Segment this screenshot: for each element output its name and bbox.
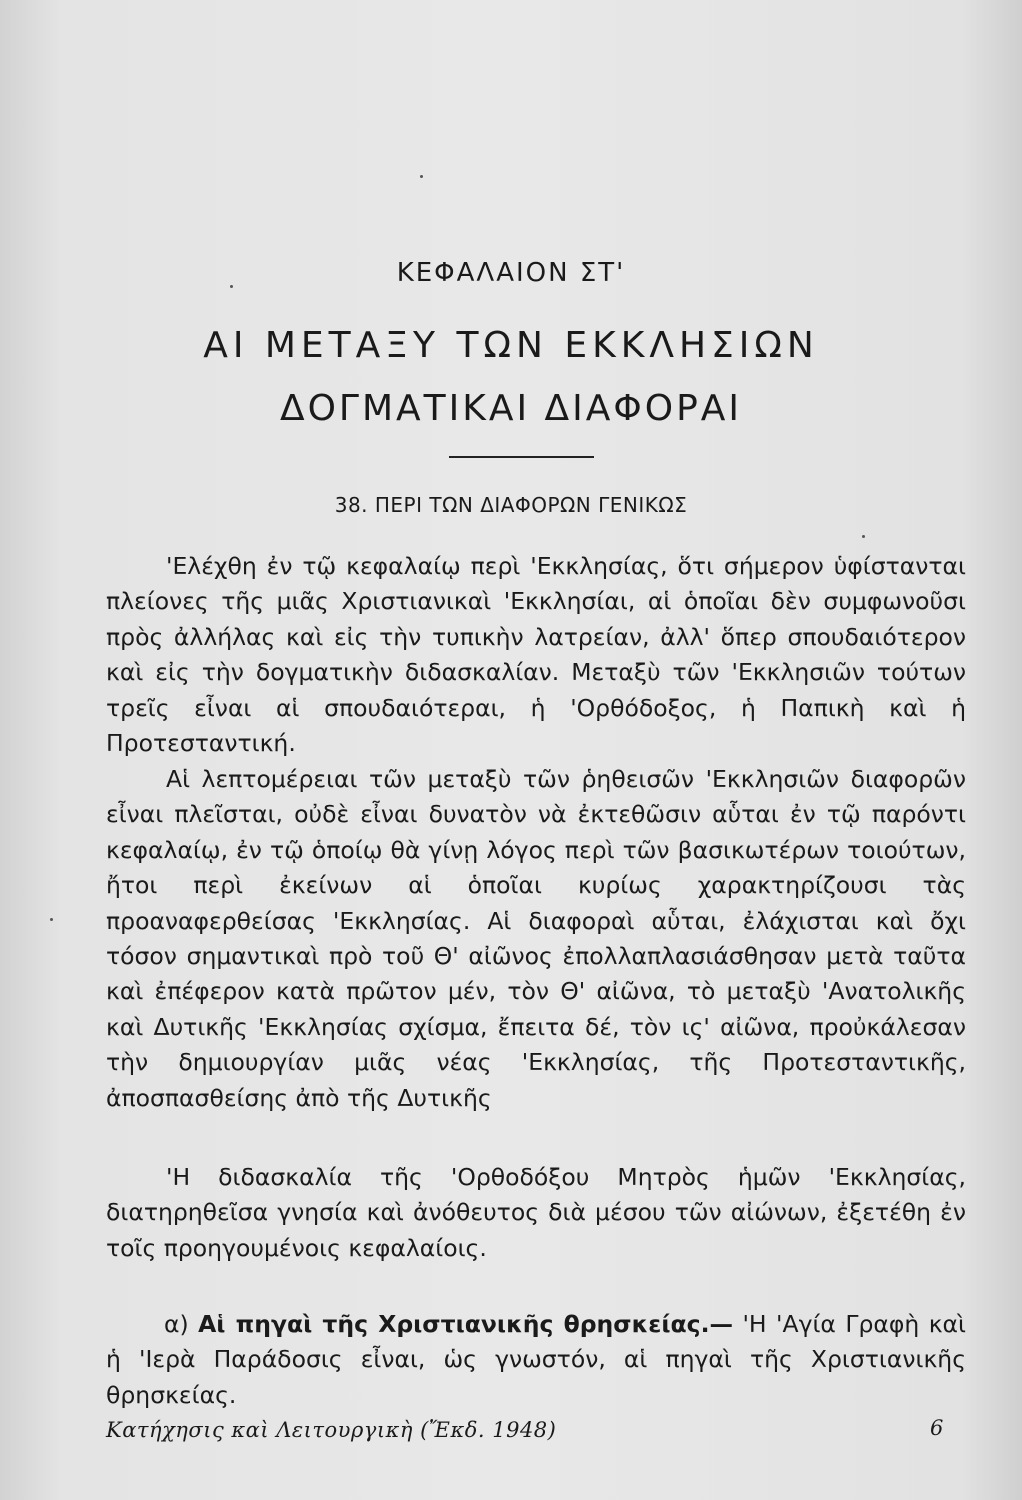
paragraph-3: 'Η διδασκαλία τῆς 'Ορθοδόξου Μητρὸς ἡμῶν 'Εκκλησίας, διατηρηθεῖσα γνησία καὶ ἀνόθευτος διὰ μέσου τῶν αἰώνων, ἐξετέθη ἐν τοῖς προηγουμένοις κεφαλαίοις.	[106, 1163, 966, 1262]
subsection-marker: α)	[164, 1310, 189, 1338]
paper-speck	[420, 175, 423, 178]
title-divider	[449, 456, 594, 458]
paper-speck	[230, 285, 233, 288]
paragraph-1: 'Ελέχθη ἐν τῷ κεφαλαίῳ περὶ 'Εκκλησίας, ὅτι σήμερον ὑφίστανται πλείονες τῆς μιᾶς Χριστιανικαὶ 'Εκκλησίαι, αἱ ὁποῖαι δὲν συμφωνοῦσι πρὸς ἀλλήλας καὶ εἰς τὴν τυπικὴν λατρείαν, ἀλλ' ὅπερ σπουδαιότερον καὶ εἰς τὴν δογματικὴν διδασκαλίαν. Μεταξὺ τῶν 'Εκκλησιῶν τούτων τρεῖς εἶναι αἱ σπουδαιότεραι, ἡ 'Ορθόδοξος, ἡ Παπικὴ καὶ ἡ Προτεσταντική.	[106, 552, 966, 758]
subsection-title: Αἱ πηγαὶ τῆς Χριστιανικῆς θρησκείας.—	[198, 1310, 734, 1338]
subsection-text: 'Η 'Αγία Γραφὴ καὶ ἡ 'Ιερὰ Παράδοσις εἶναι, ὡς γνωστόν, αἱ πηγαὶ τῆς Χριστιανικῆς θρησκείας.	[106, 1310, 966, 1409]
section-heading: 38. ΠΕΡΙ ΤΩΝ ΔΙΑΦΟΡΩΝ ΓΕΝΙΚΩΣ	[334, 493, 688, 517]
paper-speck	[50, 918, 53, 921]
footer-source: Κατήχησις καὶ Λειτουργικὴ (Ἔκδ. 1948)	[106, 1418, 557, 1442]
subsection-paragraph	[106, 1307, 966, 1413]
chapter-title-line-1: ΑΙ ΜΕΤΑΞΥ ΤΩΝ ΕΚΚΛΗΣΙΩΝ	[203, 325, 819, 366]
page-number: 6	[930, 1416, 944, 1440]
chapter-title-line-2: ΔΟΓΜΑΤΙΚΑΙ ΔΙΑΦΟΡΑΙ	[279, 388, 743, 429]
paper-speck	[862, 535, 865, 538]
paragraph-2: Αἱ λεπτομέρειαι τῶν μεταξὺ τῶν ῥηθεισῶν 'Εκκλησιῶν διαφορῶν εἶναι πλεῖσται, οὐδὲ εἶναι δυνατὸν νὰ ἐκτεθῶσιν αὗται ἐν τῷ παρόντι κεφαλαίῳ, ἐν τῷ ὁποίῳ θὰ γίνῃ λόγος περὶ τῶν βασικωτέρων τοιούτων, ἤτοι περὶ ἐκείνων αἱ ὁποῖαι κυρίως χαρακτηρίζουσι τὰς προαναφερθείσας 'Εκκλησίας. Αἱ διαφοραὶ αὗται, ἐλάχισται καὶ ὄχι τόσον σημαντικαὶ πρὸ τοῦ Θ' αἰῶνος ἐπολλαπλασιάσθησαν μετὰ ταῦτα καὶ ἐπέφερον κατὰ πρῶτον μέν, τὸν Θ' αἰῶνα, τὸ μεταξὺ 'Ανατολικῆς καὶ Δυτικῆς 'Εκκλησίας σχίσμα, ἔπειτα δέ, τὸν ις' αἰῶνα, προὐκάλεσαν τὴν δημιουργίαν μιᾶς νέας 'Εκκλησίας, τῆς Προτεσταντικῆς, ἀποσπασθείσης ἀπὸ τῆς Δυτικῆς	[106, 765, 966, 1112]
chapter-label: ΚΕΦΑΛΑΙΟΝ ΣΤ'	[396, 258, 626, 288]
